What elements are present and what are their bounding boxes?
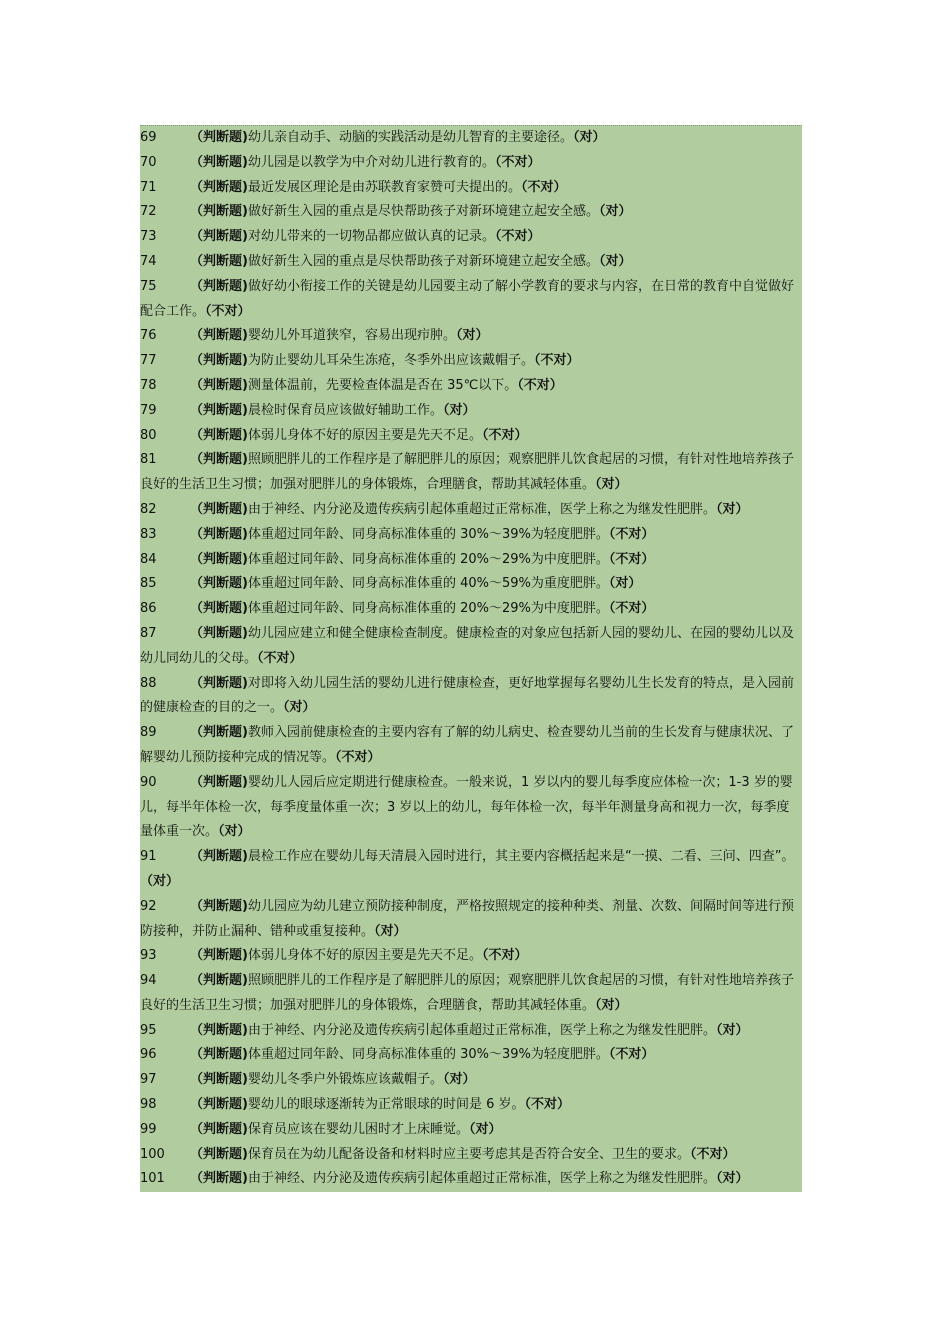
- question-item: [140, 845, 802, 895]
- question-type: （判断题): [190, 1022, 248, 1038]
- question-text: 照顾肥胖儿的工作程序是了解肥胖儿的原因；观察肥胖儿饮食起居的习惯，有针对性地培养孩子良好的生活卫生习惯；加强对肥胖儿的身体锻炼，合理膳食，帮助其减轻体重。: [140, 973, 794, 1013]
- question-type: （判断题): [190, 353, 248, 369]
- question-type: （判断题): [190, 204, 248, 220]
- question-type: （判断题): [190, 501, 248, 517]
- question-item: [140, 944, 802, 969]
- question-type: （判断题): [190, 278, 248, 294]
- question-type: （判断题): [190, 328, 248, 344]
- question-answer: （对）: [442, 402, 476, 418]
- question-text: 最近发展区理论是由苏联教育家赞可夫提出的。: [247, 179, 521, 195]
- question-answer: （对）: [595, 477, 628, 493]
- question-type: （判断题): [190, 1171, 248, 1187]
- question-number: 80: [140, 427, 157, 443]
- question-item: [140, 1019, 802, 1044]
- question-item: [140, 523, 802, 548]
- question-type: （判断题): [190, 1072, 248, 1088]
- question-list: [140, 125, 802, 1192]
- question-type: （判断题): [190, 130, 248, 145]
- question-text: 对即将入幼儿园生活的婴幼儿进行健康检查，更好地掌握每名婴幼儿生长发育的特点，是入园前的健康检查的目的之一。: [140, 675, 794, 716]
- question-item: [140, 895, 802, 945]
- question-type: （判断题): [190, 1146, 248, 1162]
- question-type: （判断题): [190, 675, 248, 691]
- question-answer: （不对）: [608, 551, 655, 567]
- question-text: 幼儿园应为幼儿建立预防接种制度，严格按照规定的接种种类、剂量、次数、间隔时间等进行预防接种，并防止漏种、错种或重复接种。: [140, 898, 794, 939]
- question-type: （判断题): [190, 948, 248, 964]
- question-answer: （不对）: [481, 948, 528, 964]
- question-item: [140, 250, 802, 275]
- question-number: 69: [140, 130, 157, 145]
- question-number: 99: [140, 1121, 157, 1137]
- question-number: 98: [140, 1097, 157, 1113]
- question-answer: （不对）: [608, 1047, 655, 1063]
- question-item: [140, 969, 802, 1019]
- question-number: 82: [140, 501, 157, 517]
- question-answer: （对）: [283, 700, 316, 716]
- question-answer: （不对）: [689, 1146, 736, 1162]
- question-item: [140, 498, 802, 523]
- question-item: [140, 1143, 802, 1168]
- question-answer: （不对）: [517, 377, 563, 393]
- question-type: （判断题): [190, 551, 248, 567]
- question-type: （判断题): [190, 725, 248, 741]
- question-answer: （对）: [715, 1171, 749, 1187]
- question-text: 由于神经、内分泌及遗传疾病引起体重超过正常标准，医学上称之为继发性肥胖。: [247, 1171, 716, 1187]
- question-number: 87: [140, 625, 157, 641]
- question-type: （判断题): [190, 625, 248, 641]
- question-type: （判断题): [190, 601, 248, 617]
- question-answer: （对）: [608, 576, 642, 592]
- question-text: 婴幼儿的眼球逐渐转为正常眼球的时间是 6 岁。: [247, 1097, 525, 1113]
- question-answer: （不对）: [608, 526, 655, 542]
- question-item: [140, 771, 802, 845]
- question-item: [140, 200, 802, 225]
- question-text: 体弱儿身体不好的原因主要是先天不足。: [247, 948, 482, 964]
- question-item: [140, 324, 802, 349]
- question-number: 96: [140, 1047, 157, 1063]
- question-answer: （对）: [455, 328, 489, 344]
- question-item: [140, 374, 802, 399]
- question-item: [140, 622, 802, 672]
- question-type: （判断题): [190, 1047, 248, 1063]
- question-item: [140, 672, 802, 722]
- question-number: 77: [140, 353, 157, 369]
- question-item: [140, 151, 802, 176]
- question-item: [140, 572, 802, 597]
- question-type: （判断题): [190, 1097, 248, 1113]
- question-type: （判断题): [190, 898, 248, 914]
- question-answer: （不对）: [257, 650, 303, 666]
- question-text: 体重超过同年龄、同身高标准体重的 40%～59%为重度肥胖。: [247, 576, 609, 592]
- question-item: [140, 424, 802, 449]
- question-number: 78: [140, 377, 157, 393]
- question-number: 93: [140, 948, 157, 964]
- question-text: 晨检工作应在婴幼儿每天清晨入园时进行，其主要内容概括起来是“一摸、二看、三问、四查”。: [247, 849, 795, 865]
- question-type: （判断题): [190, 774, 248, 790]
- question-type: （判断题): [190, 849, 248, 865]
- question-item: [140, 1118, 802, 1143]
- question-number: 81: [140, 452, 157, 468]
- question-item: [140, 1043, 802, 1068]
- question-text: 婴幼儿外耳道狭窄，容易出现疖肿。: [247, 328, 456, 344]
- question-answer: （对）: [572, 130, 606, 145]
- question-type: （判断题): [190, 402, 248, 418]
- question-number: 84: [140, 551, 157, 567]
- question-answer: （对）: [140, 873, 180, 889]
- question-text: 做好幼小衔接工作的关键是幼儿园要主动了解小学教育的要求与内容，在日常的教育中自觉做好配合工作。: [140, 278, 794, 319]
- question-answer: （对）: [374, 923, 407, 939]
- question-type: （判断题): [190, 229, 248, 245]
- question-number: 74: [140, 253, 157, 269]
- question-text: 保育员在为幼儿配备设备和材料时应主要考虑其是否符合安全、卫生的要求。: [247, 1146, 690, 1162]
- question-text: 体重超过同年龄、同身高标准体重的 30%～39%为轻度肥胖。: [247, 1047, 609, 1063]
- question-item: [140, 126, 802, 151]
- question-answer: （对）: [598, 253, 632, 269]
- question-type: （判断题): [190, 427, 248, 443]
- question-type: （判断题): [190, 377, 248, 393]
- question-answer: （不对）: [205, 303, 251, 319]
- question-answer: （不对）: [608, 601, 655, 617]
- question-text: 体重超过同年龄、同身高标准体重的 20%～29%为中度肥胖。: [247, 601, 609, 617]
- question-answer: （对）: [468, 1121, 502, 1137]
- question-number: 79: [140, 402, 157, 418]
- question-item: [140, 275, 802, 325]
- question-text: 婴幼儿人园后应定期进行健康检查。一般来说，1 岁以内的婴儿每季度应体检一次；1-3 岁的婴儿，每半年体检一次，每季度量体重一次；3 岁以上的幼儿，每年体检一次，每半年测量身高和视力一次，每季度量体重一次。: [140, 774, 793, 840]
- question-number: 97: [140, 1072, 157, 1088]
- question-item: [140, 225, 802, 250]
- question-text: 对幼儿带来的一切物品都应做认真的记录。: [247, 229, 495, 245]
- question-number: 91: [140, 849, 157, 865]
- question-answer: （不对）: [524, 1097, 571, 1113]
- question-text: 由于神经、内分泌及遗传疾病引起体重超过正常标准，医学上称之为继发性肥胖。: [247, 501, 716, 517]
- question-type: （判断题): [190, 526, 248, 542]
- question-text: 为防止婴幼儿耳朵生冻疮，冬季外出应该戴帽子。: [247, 353, 534, 369]
- question-number: 92: [140, 898, 157, 914]
- question-answer: （对）: [715, 501, 749, 517]
- question-answer: （对）: [598, 204, 632, 220]
- question-number: 71: [140, 179, 157, 195]
- question-number: 73: [140, 229, 157, 245]
- question-text: 做好新生入园的重点是尽快帮助孩子对新环境建立起安全感。: [247, 204, 599, 220]
- question-number: 90: [140, 774, 157, 790]
- question-answer: （不对）: [481, 427, 528, 443]
- question-text: 幼儿园是以教学为中介对幼儿进行教育的。: [247, 154, 495, 170]
- question-text: 体重超过同年龄、同身高标准体重的 20%～29%为中度肥胖。: [247, 551, 609, 567]
- question-number: 89: [140, 725, 157, 741]
- question-answer: （不对）: [533, 353, 580, 369]
- question-text: 体重超过同年龄、同身高标准体重的 30%～39%为轻度肥胖。: [247, 526, 609, 542]
- question-item: [140, 1093, 802, 1118]
- question-type: （判断题): [190, 1121, 248, 1137]
- question-text: 做好新生入园的重点是尽快帮助孩子对新环境建立起安全感。: [247, 253, 599, 269]
- question-number: 85: [140, 576, 157, 592]
- question-type: （判断题): [190, 154, 248, 170]
- question-number: 101: [140, 1171, 165, 1187]
- question-item: [140, 548, 802, 573]
- question-number: 76: [140, 328, 157, 344]
- question-text: 体弱儿身体不好的原因主要是先天不足。: [247, 427, 482, 443]
- question-item: [140, 1167, 802, 1192]
- question-answer: （对）: [715, 1022, 749, 1038]
- question-text: 幼儿亲自动手、动脑的实践活动是幼儿智育的主要途径。: [247, 130, 573, 145]
- question-answer: （不对）: [494, 229, 541, 245]
- question-text: 教师入园前健康检查的主要内容有了解的幼儿病史、检查婴幼儿当前的生长发育与健康状况、了解婴幼儿预防接种完成的情况等。: [140, 725, 794, 765]
- question-answer: （不对）: [494, 154, 541, 170]
- question-number: 75: [140, 278, 157, 294]
- question-type: （判断题): [190, 179, 248, 195]
- question-answer: （对）: [595, 997, 628, 1013]
- question-text: 照顾肥胖儿的工作程序是了解肥胖儿的原因；观察肥胖儿饮食起居的习惯，有针对性地培养孩子良好的生活卫生习惯；加强对肥胖儿的身体锻炼，合理膳食，帮助其减轻体重。: [140, 452, 794, 493]
- question-text: 幼儿园应建立和健全健康检查制度。健康检查的对象应包括新人园的婴幼儿、在园的婴幼儿以及幼儿同幼儿的父母。: [140, 625, 794, 666]
- question-item: [140, 448, 802, 498]
- question-item: [140, 721, 802, 771]
- question-item: [140, 176, 802, 201]
- question-text: 婴幼儿冬季户外锻炼应该戴帽子。: [247, 1072, 443, 1088]
- question-number: 72: [140, 204, 157, 220]
- question-answer: （不对）: [335, 749, 381, 765]
- question-number: 88: [140, 675, 157, 691]
- question-answer: （不对）: [520, 179, 567, 195]
- question-text: 晨检时保育员应该做好辅助工作。: [247, 402, 443, 418]
- question-item: [140, 597, 802, 622]
- question-type: （判断题): [190, 253, 248, 269]
- question-number: 94: [140, 973, 157, 989]
- question-type: （判断题): [190, 452, 248, 468]
- question-text: 由于神经、内分泌及遗传疾病引起体重超过正常标准，医学上称之为继发性肥胖。: [247, 1022, 716, 1038]
- question-answer: （对）: [218, 824, 251, 840]
- question-number: 100: [140, 1146, 165, 1162]
- question-item: [140, 1068, 802, 1093]
- question-type: （判断题): [190, 576, 248, 592]
- question-number: 86: [140, 601, 157, 617]
- question-answer: （对）: [442, 1072, 476, 1088]
- question-item: [140, 349, 802, 374]
- question-text: 测量体温前，先要检查体温是否在 35℃以下。: [247, 377, 518, 393]
- question-number: 70: [140, 154, 157, 170]
- question-number: 83: [140, 526, 157, 542]
- question-type: （判断题): [190, 973, 248, 989]
- question-item: [140, 399, 802, 424]
- question-number: 95: [140, 1022, 157, 1038]
- question-text: 保育员应该在婴幼儿困时才上床睡觉。: [247, 1121, 469, 1137]
